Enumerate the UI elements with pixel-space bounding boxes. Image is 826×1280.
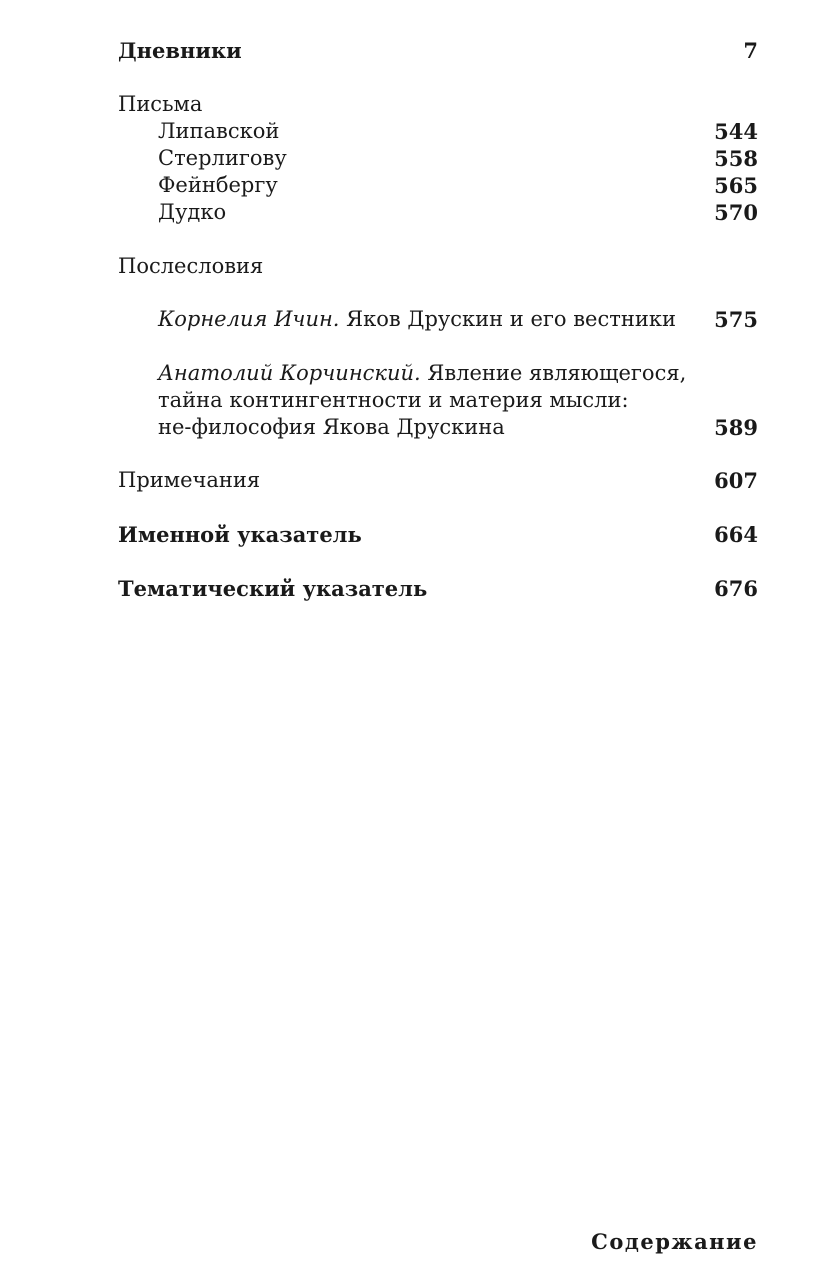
toc-entry-essay1-page: 575	[714, 307, 758, 332]
toc-entry-diaries-title: Дневники	[118, 38, 242, 63]
toc-entry-letter-page: 558	[714, 146, 758, 171]
toc-entry-letter-title: Фейнбергу	[158, 173, 278, 197]
toc-entry-letter-title: Липавской	[158, 119, 280, 143]
essay2-author: Анатолий Корчинский.	[158, 361, 421, 385]
essay2-title-line1: Явление являющегося,	[420, 361, 687, 385]
toc-section-afterwords-title: Послесловия	[118, 254, 264, 278]
toc-entry-notes-title: Примечания	[118, 468, 261, 492]
toc-entry-name-index-title: Именной указатель	[118, 522, 362, 547]
toc-entry-name-index-page: 664	[714, 522, 758, 547]
toc-entry-subject-index-page: 676	[714, 576, 758, 601]
toc-entry-essay2-page: 589	[714, 415, 758, 440]
essay1-title: Яков Друскин и его вестники	[339, 307, 676, 331]
toc-entry-letter-page: 570	[714, 200, 758, 225]
essay2-title-line3: не-философия Якова Друскина	[158, 415, 505, 439]
toc-entry-letter-title: Стерлигову	[158, 146, 287, 170]
toc-entry-diaries-page: 7	[743, 38, 758, 63]
toc-entry-letter-page: 544	[714, 119, 758, 144]
essay1-author: Корнелия Ичин.	[158, 307, 340, 331]
essay2-title-line2: тайна контингентности и материя мысли:	[158, 388, 629, 412]
toc-section-letters-title: Письма	[118, 92, 203, 116]
toc-entry-notes-page: 607	[714, 468, 758, 493]
toc-entry-letter-page: 565	[714, 173, 758, 198]
running-title: Содержание	[591, 1229, 758, 1254]
toc-entry-essay1	[158, 306, 676, 333]
toc-entry-subject-index-title: Тематический указатель	[118, 576, 428, 601]
toc-entry-essay2-line1	[158, 360, 686, 387]
toc-entry-letter-title: Дудко	[158, 200, 227, 224]
